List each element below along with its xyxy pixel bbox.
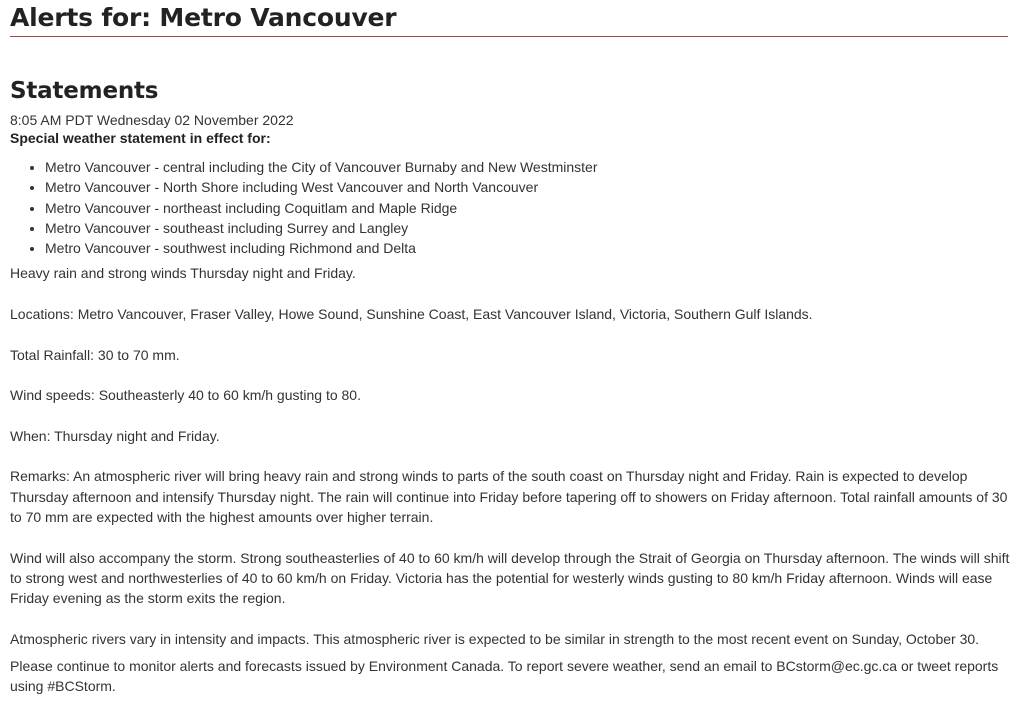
wind-detail-text: Wind will also accompany the storm. Strong southeasterlies of 40 to 60 km/h will develop through the Strait of Georgia on Thursday afternoon. The winds will shift to strong west and northwesterlies of 40 to 60 km/h on Friday. Victoria has the potential for westerly winds gusting to 80 km/h Friday afternoon. Winds will ease Friday evening as the storm exits the region. — [10, 549, 1010, 607]
summary-text: Heavy rain and strong winds Thursday night and Friday. — [10, 265, 356, 282]
remarks-text: Remarks: An atmospheric river will bring heavy rain and strong winds to parts of the south coast on Thursday night and Friday. Rain is expected to develop Thursday afternoon and intensify Thursday night. The rain will continue into Friday before tapering off to showers on Friday afternoon. Total rainfall amounts of 30 to 70 mm are expected with the highest amounts over higher terrain. — [10, 468, 1008, 526]
wind-speeds-text: Wind speeds: Southeasterly 40 to 60 km/h gusting to 80. — [10, 387, 361, 404]
atmospheric-rivers-text: Atmospheric rivers vary in intensity and impacts. This atmospheric river is expected to be similar in strength to the most recent event on Sunday, October 30. — [10, 630, 980, 647]
locations-text: Locations: Metro Vancouver, Fraser Valley, Howe Sound, Sunshine Coast, East Vancouver Island, Victoria, Southern Gulf Islands. — [10, 306, 813, 323]
region-list — [10, 157, 1016, 258]
region-item: • Metro Vancouver - southeast including Surrey and Langley — [45, 218, 1016, 238]
region-item: • Metro Vancouver - central including the City of Vancouver Burnaby and New Westminster — [45, 157, 1016, 177]
statements-section — [10, 76, 1016, 697]
region-item: • Metro Vancouver - southwest including Richmond and Delta — [45, 238, 1016, 258]
effect-label: Special weather statement in effect for: — [10, 130, 271, 146]
monitor-text: Please continue to monitor alerts and forecasts issued by Environment Canada. To report severe weather, send an email to BCstorm@ec.gc.ca or tweet reports using #BCStorm. — [10, 658, 999, 695]
title-divider — [10, 36, 1008, 37]
page-title: Alerts for: Metro Vancouver — [10, 3, 397, 32]
region-item: • Metro Vancouver - northeast including Coquitlam and Maple Ridge — [45, 198, 1016, 218]
issued-timestamp: 8:05 AM PDT Wednesday 02 November 2022 — [10, 112, 294, 128]
section-heading: Statements — [10, 78, 159, 104]
region-item: • Metro Vancouver - North Shore including West Vancouver and North Vancouver — [45, 177, 1016, 197]
when-text: When: Thursday night and Friday. — [10, 427, 220, 444]
rainfall-text: Total Rainfall: 30 to 70 mm. — [10, 346, 180, 363]
